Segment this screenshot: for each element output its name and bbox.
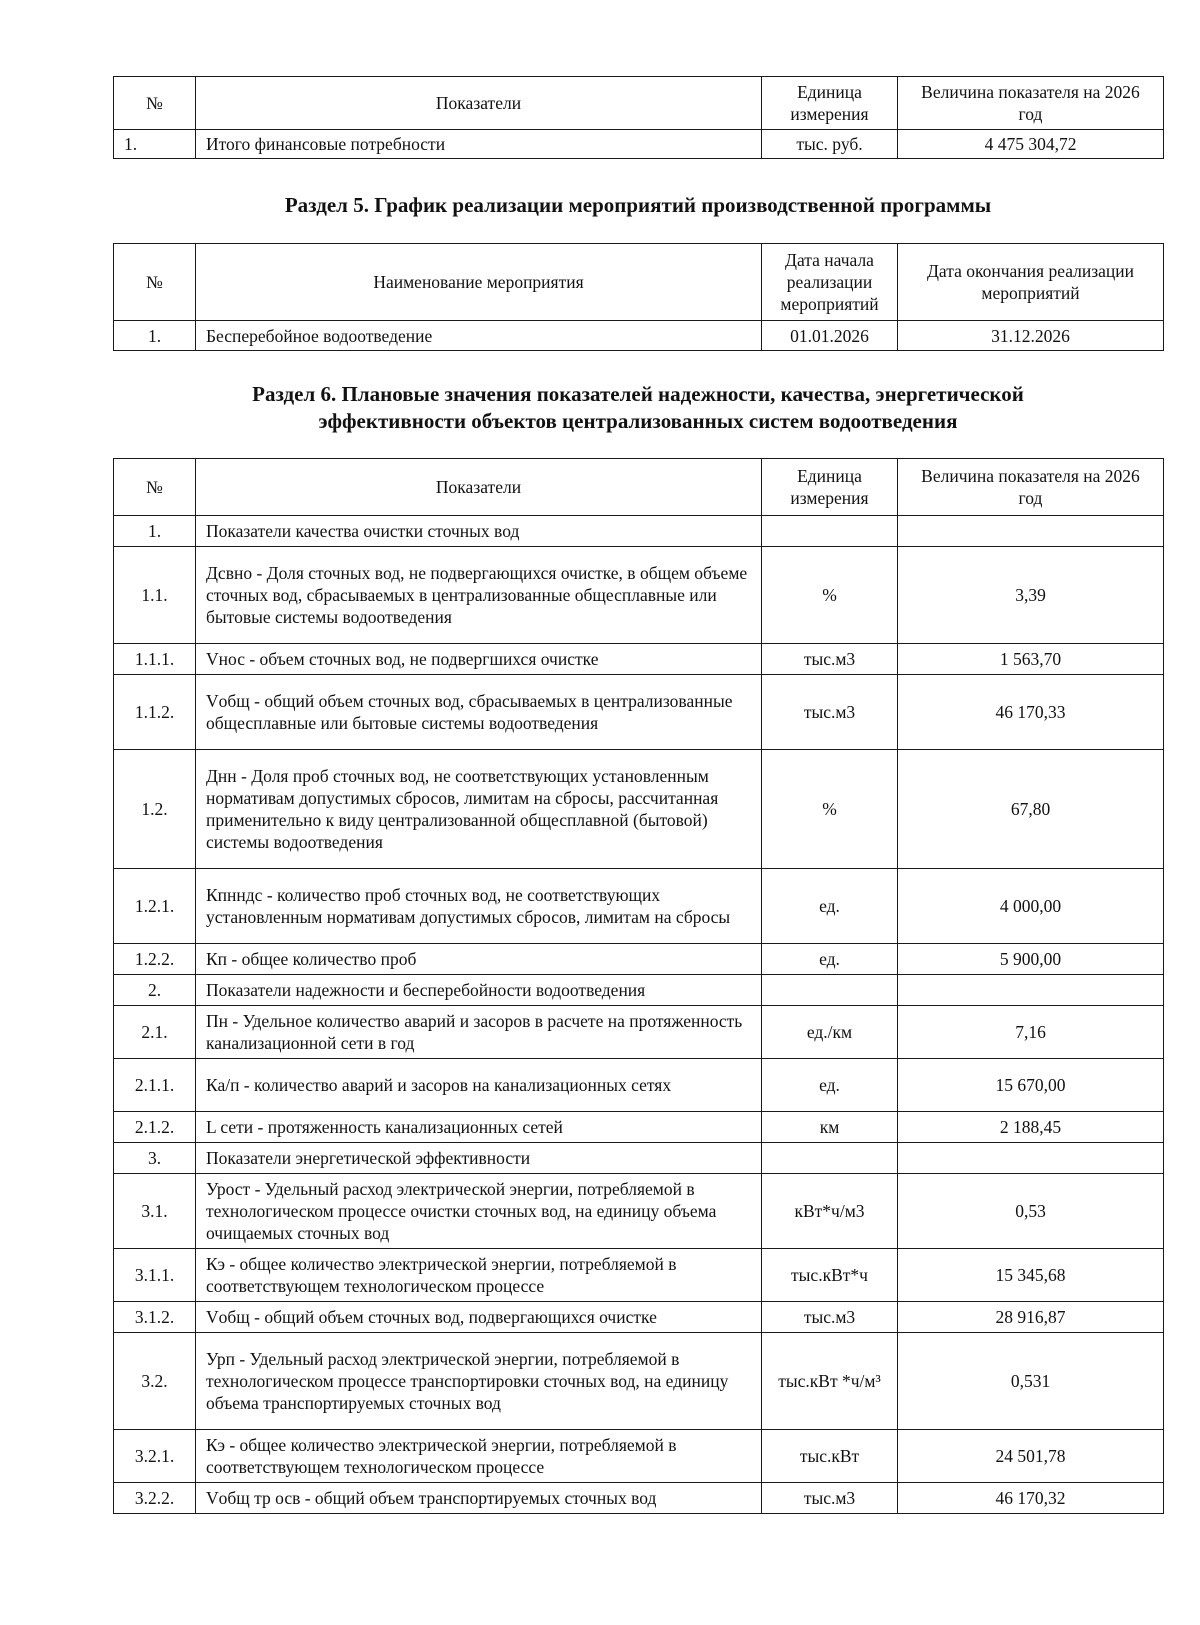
cell-value: 4 475 304,72 [898,130,1164,159]
table-row [114,547,1164,644]
cell-indicator: Vобщ - общий объем сточных вод, сбрасываемых в централизованные общесплавные или бытовые системы водоотведения [196,675,762,750]
cell-indicator: Показатели надежности и бесперебойности водоотведения [196,975,762,1006]
cell-start-date: 01.01.2026 [762,321,898,351]
table-row [114,975,1164,1006]
cell-number: 2.1.1. [114,1059,196,1112]
cell-unit: км [762,1112,898,1143]
table-row [114,1174,1164,1249]
table-row [114,321,1164,351]
table-row [114,1006,1164,1059]
table-header-row [114,77,1164,130]
header-number: № [114,77,196,130]
cell-number: 3.1.1. [114,1249,196,1302]
cell-number: 1.2.2. [114,944,196,975]
table-row [114,1302,1164,1333]
table-row [114,1112,1164,1143]
indicators-table [113,458,1164,1514]
cell-indicator: Vобщ - общий объем сточных вод, подвергающихся очистке [196,1302,762,1333]
table-row [114,944,1164,975]
section-5-title: Раздел 5. График реализации мероприятий производственной программы [284,193,992,217]
cell-indicator: Днн - Доля проб сточных вод, не соответствующих установленным нормативам допустимых сбросов, лимитам на сбросы, рассчитанная применительно к виду централизованной общесплавной (бытовой) системы водоотведения [196,750,762,869]
cell-value: 24 501,78 [898,1430,1164,1483]
table-row [114,1059,1164,1112]
cell-number: 3. [114,1143,196,1174]
cell-value: 67,80 [898,750,1164,869]
cell-value: 7,16 [898,1006,1164,1059]
cell-unit [762,516,898,547]
cell-unit: тыс.м3 [762,675,898,750]
cell-unit: тыс.м3 [762,644,898,675]
cell-indicator: Кп - общее количество проб [196,944,762,975]
header-number: № [114,459,196,516]
cell-value: 1 563,70 [898,644,1164,675]
cell-value [898,1143,1164,1174]
cell-end-date: 31.12.2026 [898,321,1164,351]
cell-number: 2.1.2. [114,1112,196,1143]
cell-activity-name: Бесперебойное водоотведение [196,321,762,351]
table-row [114,644,1164,675]
table-row [114,1249,1164,1302]
cell-value: 28 916,87 [898,1302,1164,1333]
cell-value: 2 188,45 [898,1112,1164,1143]
cell-indicator: Дсвно - Доля сточных вод, не подвергающихся очистке, в общем объеме сточных вод, сбрасываемых в централизованные общесплавные или бытовые системы водоотведения [196,547,762,644]
cell-unit: тыс.м3 [762,1483,898,1514]
cell-value: 3,39 [898,547,1164,644]
cell-unit: тыс.кВт *ч/м³ [762,1333,898,1430]
cell-value: 46 170,33 [898,675,1164,750]
cell-unit: тыс.кВт [762,1430,898,1483]
financial-needs-table [113,76,1164,159]
cell-number: 3.1. [114,1174,196,1249]
section-6-title-line-2: эффективности объектов централизованных систем водоотведения [318,409,958,433]
cell-number: 1.1.2. [114,675,196,750]
header-start-date: Дата начала реализации мероприятий [762,244,898,321]
cell-number: 1.1. [114,547,196,644]
cell-indicator: Урп - Удельный расход электрической энергии, потребляемой в технологическом процессе транспортировки сточных вод, на единицу объема транспортируемых сточных вод [196,1333,762,1430]
cell-unit [762,975,898,1006]
cell-value: 15 670,00 [898,1059,1164,1112]
cell-unit: ед. [762,1059,898,1112]
table-row [114,1483,1164,1514]
cell-unit: тыс.кВт*ч [762,1249,898,1302]
cell-number: 2. [114,975,196,1006]
cell-indicator: Vобщ тр осв - общий объем транспортируемых сточных вод [196,1483,762,1514]
cell-indicator: Итого финансовые потребности [196,130,762,159]
cell-number: 1. [114,321,196,351]
cell-unit: ед. [762,869,898,944]
cell-number: 3.1.2. [114,1302,196,1333]
table-row [114,675,1164,750]
table-row [114,869,1164,944]
indicators-table-body [114,516,1164,1514]
table-header-row [114,459,1164,516]
cell-indicator: Vнос - объем сточных вод, не подвергшихся очистке [196,644,762,675]
table-header-row [114,244,1164,321]
cell-indicator: Показатели качества очистки сточных вод [196,516,762,547]
cell-indicator: Урост - Удельный расход электрической энергии, потребляемой в технологическом процессе очистки сточных вод, на единицу объема очищаемых сточных вод [196,1174,762,1249]
section-6-title [113,381,1163,435]
cell-value [898,975,1164,1006]
header-number: № [114,244,196,321]
cell-number: 3.2.1. [114,1430,196,1483]
table-row [114,1430,1164,1483]
cell-unit: % [762,547,898,644]
cell-indicator: L сети - протяженность канализационных сетей [196,1112,762,1143]
section-6-title-line-1: Раздел 6. Плановые значения показателей надежности, качества, энергетической [252,382,1024,406]
cell-number: 1. [114,130,196,159]
cell-unit: кВт*ч/м3 [762,1174,898,1249]
table-row [114,1143,1164,1174]
cell-value: 0,531 [898,1333,1164,1430]
cell-unit [762,1143,898,1174]
table-row [114,130,1164,159]
header-indicator: Показатели [196,459,762,516]
cell-indicator: Кэ - общее количество электрической энергии, потребляемой в соответствующем технологическом процессе [196,1430,762,1483]
table-row [114,516,1164,547]
cell-value: 0,53 [898,1174,1164,1249]
table-row [114,750,1164,869]
header-value: Величина показателя на 2026 год [898,459,1164,516]
header-end-date: Дата окончания реализации мероприятий [898,244,1164,321]
cell-number: 1. [114,516,196,547]
cell-indicator: Показатели энергетической эффективности [196,1143,762,1174]
cell-unit: тыс.м3 [762,1302,898,1333]
header-unit: Единица измерения [762,459,898,516]
cell-unit: ед./км [762,1006,898,1059]
cell-number: 2.1. [114,1006,196,1059]
cell-indicator: Пн - Удельное количество аварий и засоров в расчете на протяженность канализационной сети в год [196,1006,762,1059]
cell-value: 4 000,00 [898,869,1164,944]
cell-indicator: Кпнндс - количество проб сточных вод, не соответствующих установленным нормативам допустимых сбросов, лимитам на сбросы [196,869,762,944]
header-indicator: Показатели [196,77,762,130]
cell-unit: тыс. руб. [762,130,898,159]
cell-number: 3.2. [114,1333,196,1430]
schedule-table [113,243,1164,351]
cell-number: 1.1.1. [114,644,196,675]
header-unit: Единица измерения [762,77,898,130]
cell-value: 46 170,32 [898,1483,1164,1514]
cell-indicator: Кэ - общее количество электрической энергии, потребляемой в соответствующем технологическом процессе [196,1249,762,1302]
header-value: Величина показателя на 2026 год [898,77,1164,130]
cell-number: 3.2.2. [114,1483,196,1514]
cell-value: 15 345,68 [898,1249,1164,1302]
header-activity-name: Наименование мероприятия [196,244,762,321]
cell-unit: % [762,750,898,869]
cell-indicator: Ка/п - количество аварий и засоров на канализационных сетях [196,1059,762,1112]
table-row [114,1333,1164,1430]
cell-number: 1.2.1. [114,869,196,944]
cell-value: 5 900,00 [898,944,1164,975]
cell-unit: ед. [762,944,898,975]
cell-value [898,516,1164,547]
cell-number: 1.2. [114,750,196,869]
